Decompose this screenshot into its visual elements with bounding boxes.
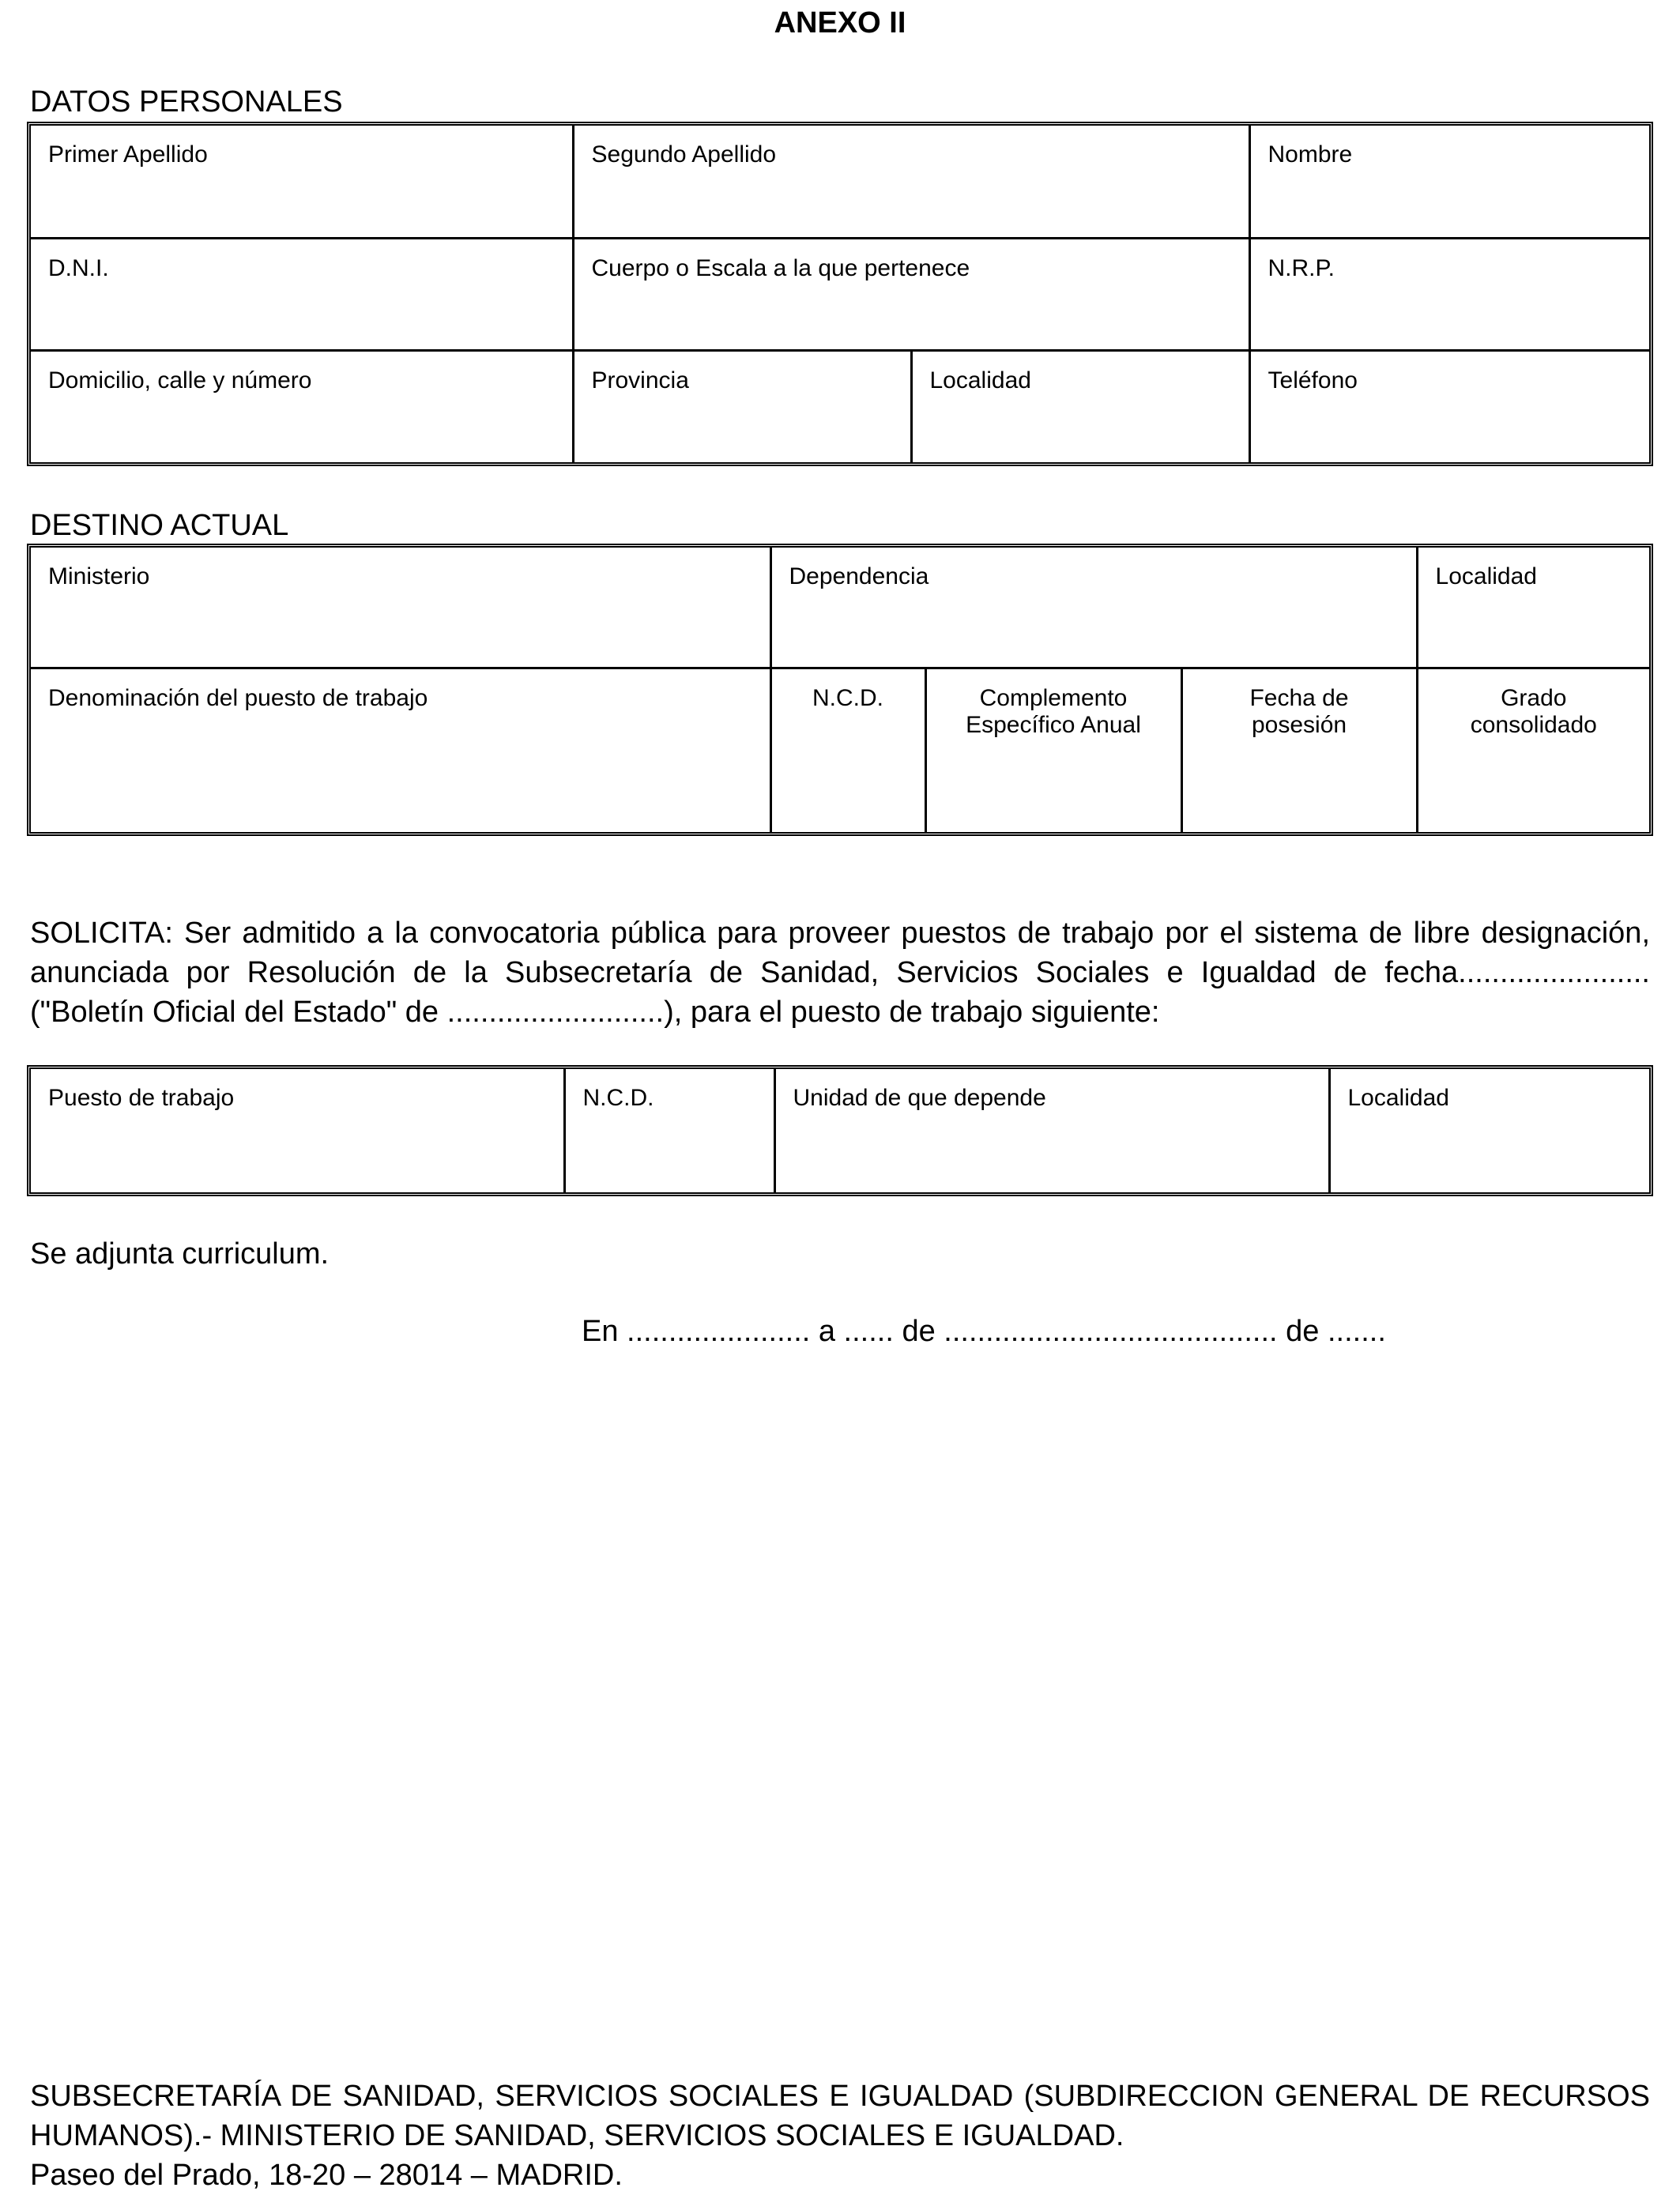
page-title: ANEXO II [774,6,906,40]
field-nombre[interactable]: Nombre [1249,126,1649,238]
field-segundo-apellido[interactable]: Segundo Apellido [573,126,1249,238]
field-denominacion-puesto[interactable]: Denominación del puesto de trabajo [31,668,770,832]
solicita-text: Ser admitido a la convocatoria pública para proveer puestos de trabajo por el sistema de libre designación, anunciada por Resolución de la Subsecretaría de Sanidad, Servicios Sociales e Igualdad de fecha....................... ("Boletín Oficial del Estado" de ..........................), para el puesto de trabajo siguiente: [30,917,1650,1029]
field-localidad-puesto[interactable]: Localidad [1329,1069,1649,1192]
destino-actual-table [27,544,1653,836]
datos-personales-heading: DATOS PERSONALES [30,85,343,119]
field-dni[interactable]: D.N.I. [31,238,573,350]
field-unidad-depende[interactable]: Unidad de que depende [774,1069,1329,1192]
field-telefono[interactable]: Teléfono [1249,350,1649,462]
field-ministerio[interactable]: Ministerio [31,548,770,668]
solicita-label: SOLICITA: [30,917,173,950]
field-domicilio[interactable]: Domicilio, calle y número [31,350,573,462]
field-nrp[interactable]: N.R.P. [1249,238,1649,350]
solicita-paragraph [30,913,1650,1032]
puesto-table [27,1065,1653,1196]
footer-address [30,2076,1650,2195]
adjunta-curriculum: Se adjunta curriculum. [30,1237,330,1271]
footer-line-1: SUBSECRETARÍA DE SANIDAD, SERVICIOS SOCIALES E IGUALDAD (SUBDIRECCION GENERAL DE RECURSOS HUMANOS).- MINISTERIO DE SANIDAD, SERVICIOS SOCIALES E IGUALDAD. [30,2080,1650,2152]
field-complemento-especifico[interactable]: Complemento Específico Anual [925,668,1181,832]
field-cuerpo-escala[interactable]: Cuerpo o Escala a la que pertenece [573,238,1249,350]
field-dependencia[interactable]: Dependencia [770,548,1417,668]
field-ncd[interactable]: N.C.D. [770,668,925,832]
field-grado-consolidado[interactable]: Grado consolidado [1417,668,1649,832]
field-localidad[interactable]: Localidad [911,350,1249,462]
field-provincia[interactable]: Provincia [573,350,911,462]
lugar-fecha-line: En ...................... a ...... de ........................................ de ....... [582,1315,1386,1348]
field-puesto-trabajo[interactable]: Puesto de trabajo [31,1069,564,1192]
destino-actual-heading: DESTINO ACTUAL [30,509,289,542]
field-ncd-puesto[interactable]: N.C.D. [564,1069,774,1192]
datos-personales-table [27,122,1653,466]
field-primer-apellido[interactable]: Primer Apellido [31,126,573,238]
field-fecha-posesion[interactable]: Fecha de posesión [1181,668,1417,832]
footer-line-2: Paseo del Prado, 18-20 – 28014 – MADRID. [30,2159,623,2192]
field-localidad-destino[interactable]: Localidad [1417,548,1649,668]
